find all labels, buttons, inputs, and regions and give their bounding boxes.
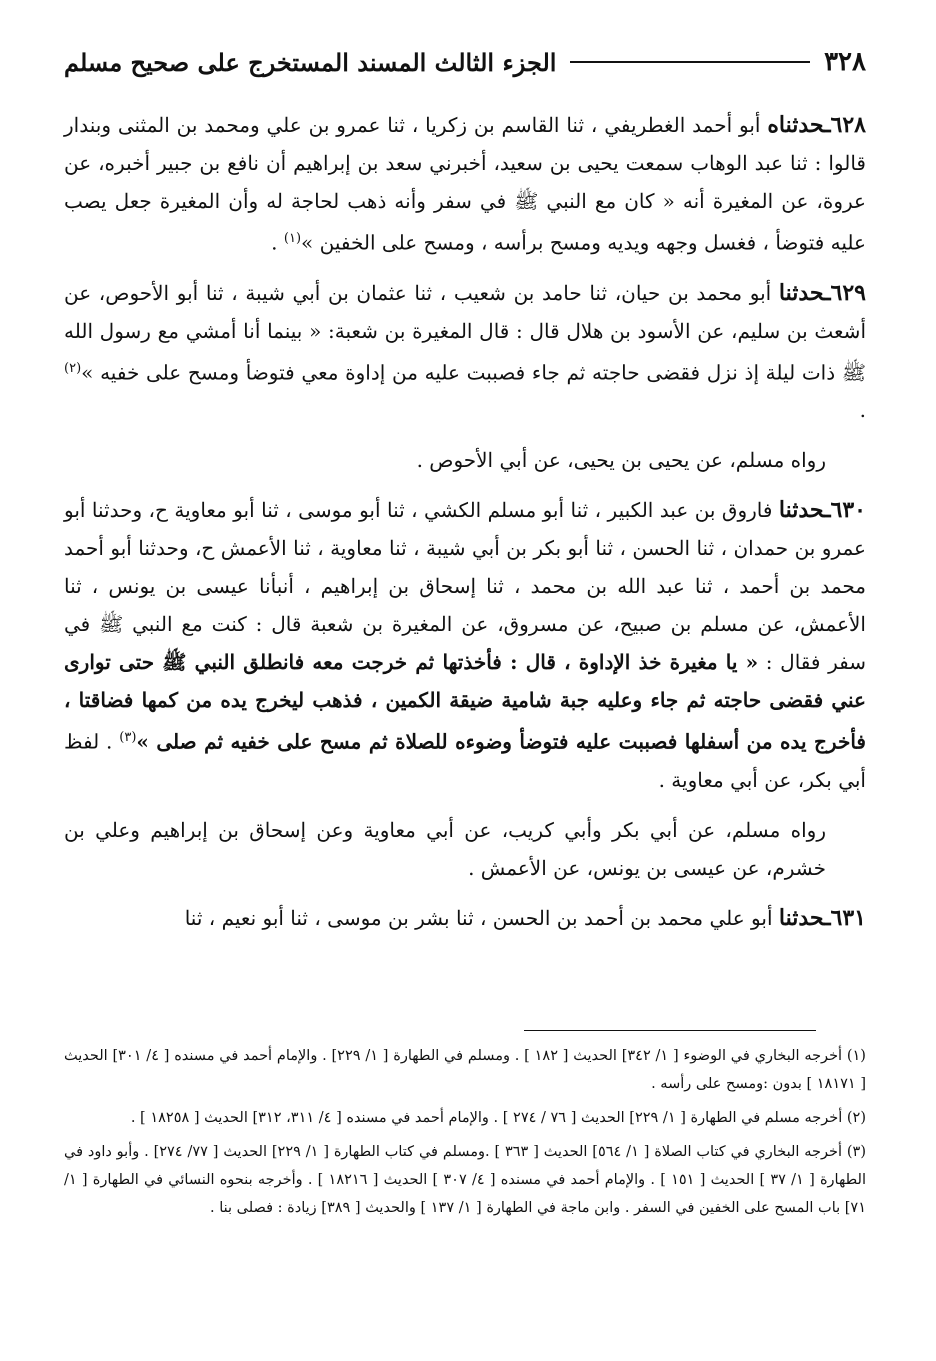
hadith-629 — [64, 274, 866, 430]
hadith-630 — [64, 491, 866, 799]
hadith-matn: « يا مغيرة خذ الإداوة ، قال : فأخذتها ثم خرجت معه فانطلق النبي ﷺ حتى توارى عني فقضى حاجته ثم جاء وعليه جبة شامية ضيقة الكمين ، فذهب ليخرج يده من كمها فضاقتا ، فأخرج يده من أسفلها فصببت عليه فتوضأ وضوءه للصلاة ثم مسح على خفيه ثم صلى » — [64, 650, 866, 754]
hadith-opener-word: حدثنا — [778, 497, 825, 524]
hadith-opener: ـ — [824, 279, 831, 306]
hadith-opener-word: حدثنا — [778, 279, 825, 306]
hadith-text: أبو أحمد الغطريفي ، ثنا القاسم بن زكريا ، ثنا عمرو بن علي ومحمد بن المثنى وبندار قالوا : ثنا عبد الوهاب سمعت يحيى بن سعيد، أخبرني سعد بن إبراهيم أن نافع بن جبير أخبره، عن عروة، عن المغيرة أنه « كان مع النبي ﷺ في سفر وأنه ذهب لحاجة له وأن المغيرة جعل يصب عليه فتوضأ ، فغسل وجهه ويديه ومسح برأسه ، ومسح على الخفين » — [64, 113, 866, 255]
hadith-text: أبو علي محمد بن أحمد بن الحسن ، ثنا بشر بن موسى ، ثنا أبو نعيم ، ثنا — [184, 905, 773, 930]
footnote-ref[interactable]: (١) — [283, 231, 302, 246]
footnote-ref[interactable]: (٣) — [119, 730, 137, 746]
hadith-number: ٦٢٨ — [830, 112, 866, 138]
riwaya-629: رواه مسلم، عن يحيى بن يحيى، عن أبي الأحوص . — [416, 448, 826, 473]
riwaya-630: رواه مسلم، عن أبي بكر وأبي كريب، عن أبي معاوية وعن إسحاق بن إبراهيم وعلي بن خشرم، عن عيسى بن يونس، عن الأعمش . — [64, 817, 826, 880]
footnote-2: (٢) أخرجه مسلم في الطهارة [ ١/ ٢٢٩] الحديث [ ٧٦ / ٢٧٤ ] . والإمام أحمد في مسنده [ ٤/ ٣١١، ٣١٢] الحديث [ ١٨٢٥٨ ] . — [130, 1110, 866, 1126]
hadith-opener-word: حدثناه — [767, 112, 825, 138]
hadith-opener: ـ — [824, 112, 831, 138]
hadith-631 — [64, 899, 866, 937]
footnotes — [64, 1042, 866, 1228]
header-rule — [570, 61, 810, 63]
page-number: ٣٢٨ — [824, 47, 866, 77]
hadith-opener: ـ — [824, 904, 831, 931]
hadith-text: فاروق بن عبد الكبير ، ثنا أبو مسلم الكشي ، ثنا أبو موسى ، ثنا أبو معاوية ح، وحدثنا أبو عمرو بن حمدان ، ثنا الحسن ، ثنا أبو بكر بن أبي شيبة ، ثنا معاوية ، ثنا الأعمش ح، وحدثنا أبو أحمد محمد بن أحمد ، ثنا عبد الله بن محمد ، ثنا إسحاق بن إبراهيم ، أنبأنا عيسى بن يونس ، ثنا الأعمش، عن مسلم بن صبيح، عن مسروق، عن المغيرة بن شعبة قال : كنت مع النبي ﷺ في سفر فقال : — [64, 498, 866, 675]
footnote-1: (١) أخرجه البخاري في الوضوء [ ١/ ٣٤٢] الحديث [ ١٨٢ ] . ومسلم في الطهارة [ ١/ ٢٢٩] . والإمام أحمد في مسنده [ ٤/ ٣٠١] الحديث [ ١٨١٧١ ] بدون :ومسح على رأسه . — [64, 1048, 866, 1092]
running-title: الجزء الثالث المسند المستخرج على صحيح مسلم — [64, 47, 557, 77]
hadith-number: ٦٣٠ — [830, 497, 866, 524]
hadith-628 — [64, 106, 866, 262]
footnote-rule — [524, 1030, 816, 1031]
hadith-opener-word: حدثنا — [778, 904, 825, 931]
hadith-opener: ـ — [824, 497, 831, 524]
hadith-tail: . — [271, 230, 284, 255]
hadith-tail: . — [859, 398, 866, 423]
footnote-ref[interactable]: (٢) — [64, 360, 82, 376]
main-text — [64, 106, 866, 949]
hadith-text: أبو محمد بن حيان، ثنا حامد بن شعيب ، ثنا عثمان بن أبي شيبة ، ثنا أبو الأحوص، عن أشعث بن سليم، عن الأسود بن هلال قال : قال المغيرة بن شعبة: « بينما أنا أمشي مع رسول الله ﷺ ذات ليلة إذ نزل فقضى حاجته ثم جاء فصببت عليه من إداوة معي فتوضأ ومسح على خفيه » — [64, 280, 866, 385]
footnote-3: (٣) أخرجه البخاري في كتاب الصلاة [ ١/ ٥٦٤] الحديث [ ٣٦٣ ] .ومسلم في كتاب الطهارة [ ١/ ٢٢٩] الحديث [ ٧٧/ ٢٧٤] . وأبو داود في الطهارة [ ١/ ٣٧ ] الحديث [ ١٥١ ] . والإمام أحمد في مسنده [ ٤/ ٣٠٧ ] الحديث [ ١٨٢١٦ ] . وأخرجه بنحوه النسائي في الطهارة [ ١/ ٧١] باب المسح على الخفين في السفر . وابن ماجة في الطهارة [ ١/ ١٣٧ ] والحديث [ ٣٨٩] زيادة : فصلى بنا . — [64, 1144, 866, 1216]
page-header — [64, 40, 866, 84]
hadith-tail: . لفظ أبي بكر، عن أبي معاوية . — [64, 729, 866, 792]
hadith-number: ٦٢٩ — [830, 279, 866, 306]
hadith-number: ٦٣١ — [830, 904, 866, 931]
